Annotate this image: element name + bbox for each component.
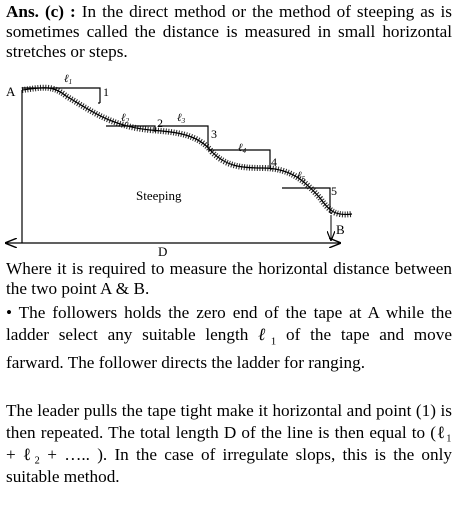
segment-label-3: ℓ3 — [177, 112, 186, 125]
ground-profile — [22, 88, 352, 215]
region-label: Steeping — [136, 188, 182, 203]
bullet: • — [6, 303, 13, 322]
segment-label-4: ℓ4 — [238, 142, 247, 155]
step-number-5: 5 — [331, 184, 337, 198]
segment-label-5: ℓ5 — [297, 170, 306, 183]
point-b-label: B — [336, 222, 345, 237]
step-number-2: 2 — [157, 116, 163, 130]
segment-label-1: ℓ1 — [64, 73, 73, 86]
body-paragraph-2 — [6, 302, 452, 374]
answer-paragraph — [6, 2, 452, 62]
l1-symbol: ℓ — [258, 325, 271, 344]
step-number-1: 1 — [103, 85, 109, 99]
l1-subscript: 1 — [270, 335, 277, 348]
para2-after: of the tape and move farward. The follower directs the ladder for ranging. — [6, 325, 452, 373]
distance-label: D — [158, 244, 168, 258]
point-a-label: A — [6, 84, 16, 99]
para2-before: The followers holds the zero end of the tape at A while the ladder select any suitable length — [6, 303, 452, 344]
steeping-diagram — [0, 68, 464, 258]
step-number-3: 3 — [211, 127, 217, 141]
body-paragraph-1: Where it is required to measure the horizontal distance between the two point A & B. — [6, 259, 452, 298]
answer-text: In the direct method or the method of steeping as is sometimes called the distance is measured in small horizontal stretches or steps. — [6, 2, 452, 61]
segment-label-2: ℓ2 — [121, 112, 130, 125]
answer-separator: : — [70, 2, 76, 21]
ground-hatching — [22, 88, 352, 215]
answer-label: Ans. (c) — [6, 2, 65, 21]
step-number-4: 4 — [271, 155, 277, 169]
body-paragraph-3: The leader pulls the tape tight make it horizontal and point (1) is then repeated. The total length D of the line is then equal to (ℓ₁ + ℓ₂ + ….. ). In the case of irregulate slops, this is the only suitable method. — [6, 401, 452, 486]
